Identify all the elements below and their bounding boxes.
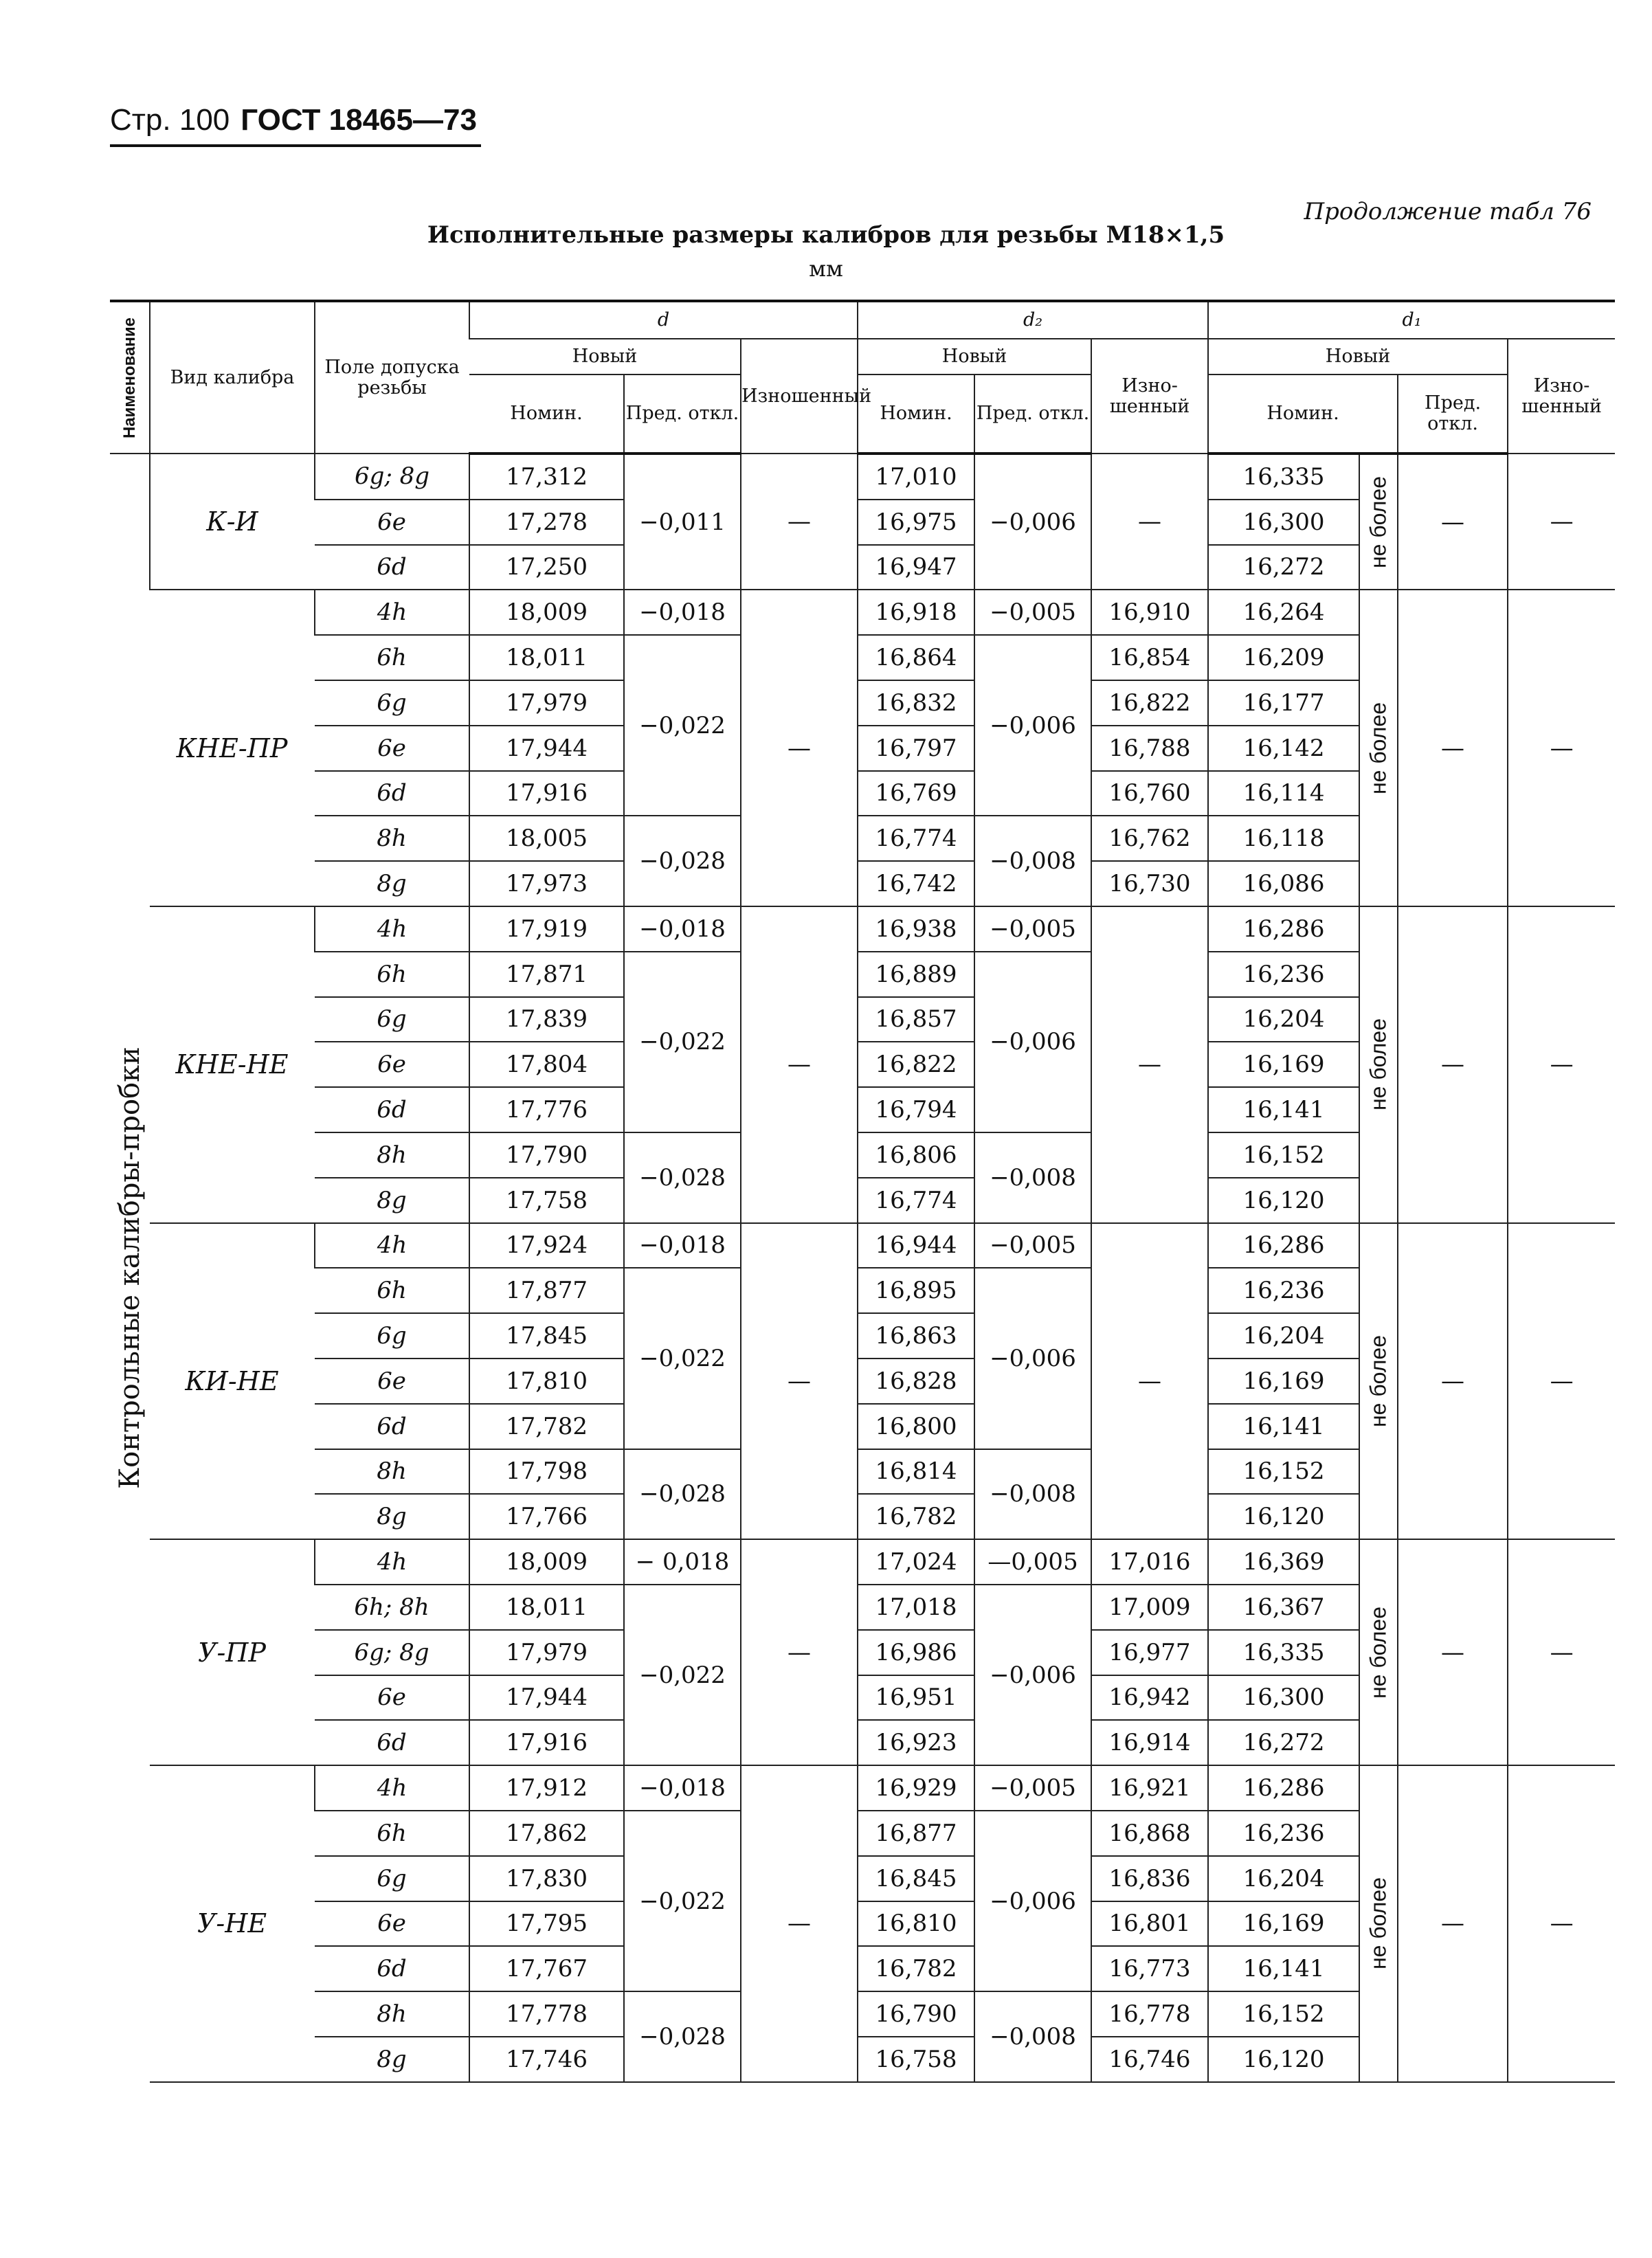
d1-nominal: 16,141 [1208, 1946, 1359, 1991]
gauge-name: КНЕ-НЕ [150, 906, 315, 1223]
d-nominal: 18,011 [469, 635, 624, 680]
gauge-name: КНЕ-ПР [150, 590, 315, 906]
d1-nominal: 16,169 [1208, 1359, 1359, 1404]
d1-nominal: 16,114 [1208, 771, 1359, 816]
ne-bolee-label: не более [1359, 1765, 1398, 2082]
d2-nominal: 16,944 [858, 1223, 974, 1268]
table-row [110, 454, 1615, 500]
d1-new: Новый [1208, 339, 1508, 375]
d2-worn: 16,778 [1091, 1991, 1208, 2037]
d-worn-dash: — [741, 590, 858, 906]
gauge-name: У-ПР [150, 1539, 315, 1765]
ne-bolee-label: не более [1359, 1223, 1398, 1540]
d2-worn: 16,822 [1091, 680, 1208, 726]
d-nominal: 17,979 [469, 1630, 624, 1675]
d2-tolerance: −0,006 [974, 635, 1091, 816]
d1-nominal: 16,369 [1208, 1539, 1359, 1585]
d2-nominal: 16,794 [858, 1087, 974, 1132]
d2-tolerance: −0,006 [974, 1811, 1091, 1991]
d-worn-dash: — [741, 1539, 858, 1765]
d-nomin: Номин. [469, 375, 624, 454]
d1-nominal: 16,169 [1208, 1042, 1359, 1087]
d1-nominal: 16,264 [1208, 590, 1359, 635]
tolerance-field: 8g [315, 1494, 469, 1539]
d1-nominal: 16,152 [1208, 1132, 1359, 1178]
table-row [110, 1539, 1615, 1585]
table-row [110, 1223, 1615, 1268]
d2-worn: 17,009 [1091, 1585, 1208, 1630]
d2-nominal: 16,800 [858, 1404, 974, 1449]
d2-nominal: 16,857 [858, 997, 974, 1042]
d2-nomin: Номин. [858, 375, 974, 454]
d2-worn: 16,910 [1091, 590, 1208, 635]
d2-worn: 17,016 [1091, 1539, 1208, 1585]
table-head [110, 301, 1615, 454]
tolerance-field: 6h; 8h [315, 1585, 469, 1630]
gost-number: ГОСТ 18465—73 [241, 103, 477, 137]
d-nominal: 17,916 [469, 771, 624, 816]
d2-nominal: 16,769 [858, 771, 974, 816]
tolerance-field: 6h [315, 635, 469, 680]
d2-nominal: 16,814 [858, 1449, 974, 1495]
tolerance-field: 4h [315, 906, 469, 952]
d-nominal: 17,877 [469, 1268, 624, 1313]
d2-worn: 16,760 [1091, 771, 1208, 816]
tolerance-field: 6g; 8g [315, 454, 469, 500]
d2-worn-dash: — [1091, 454, 1208, 590]
d1-nominal: 16,335 [1208, 454, 1359, 500]
tolerance-field: 6d [315, 771, 469, 816]
d-nominal: 17,871 [469, 952, 624, 997]
d1-nominal: 16,367 [1208, 1585, 1359, 1630]
d2-worn: 16,801 [1091, 1901, 1208, 1947]
d2-nominal: 16,832 [858, 680, 974, 726]
d-nominal: 17,912 [469, 1765, 624, 1811]
d-nominal: 18,009 [469, 590, 624, 635]
d-nominal: 17,746 [469, 2037, 624, 2082]
d-nominal: 17,924 [469, 1223, 624, 1268]
tolerance-field: 8g [315, 2037, 469, 2082]
d1-worn: Изно-шенный [1508, 339, 1615, 454]
d-new: Новый [469, 339, 741, 375]
table-row [110, 906, 1615, 952]
d2-nominal: 16,938 [858, 906, 974, 952]
table-row [110, 590, 1615, 635]
tolerance-field: 6e [315, 500, 469, 545]
d2-nominal: 16,828 [858, 1359, 974, 1404]
d1-worn-dash: — [1508, 454, 1615, 590]
d2-worn: 16,788 [1091, 726, 1208, 771]
d-tolerance: −0,018 [624, 906, 741, 952]
ne-bolee-label: не более [1359, 590, 1398, 906]
d-tolerance: −0,022 [624, 1268, 741, 1449]
d-worn-dash: — [741, 906, 858, 1223]
d-tolerance: −0,018 [624, 1765, 741, 1811]
d-tolerance: −0,022 [624, 1585, 741, 1765]
d2-worn-dash: — [1091, 906, 1208, 1223]
category-label: Контрольные калибры-пробки [113, 1047, 146, 1490]
d1-nominal: 16,236 [1208, 952, 1359, 997]
tolerance-field: 6g [315, 997, 469, 1042]
d1-nominal: 16,120 [1208, 2037, 1359, 2082]
d-nominal: 17,767 [469, 1946, 624, 1991]
d2-worn: 16,836 [1091, 1856, 1208, 1901]
d2-tolerance: −0,006 [974, 1268, 1091, 1449]
gauge-name: КИ-НЕ [150, 1223, 315, 1540]
d1-nominal: 16,236 [1208, 1268, 1359, 1313]
d-nominal: 18,011 [469, 1585, 624, 1630]
d-nominal: 17,782 [469, 1404, 624, 1449]
tolerance-field: 6d [315, 1720, 469, 1765]
tolerance-field: 6e [315, 726, 469, 771]
d-nominal: 17,979 [469, 680, 624, 726]
d-nominal: 17,766 [469, 1494, 624, 1539]
d2-worn: 16,730 [1091, 861, 1208, 906]
d2-nominal: 16,782 [858, 1946, 974, 1991]
d1-nominal: 16,120 [1208, 1494, 1359, 1539]
d2-nominal: 16,782 [858, 1494, 974, 1539]
d2-nominal: 16,986 [858, 1630, 974, 1675]
d1-pred-dash: — [1398, 590, 1508, 906]
d-tolerance: −0,022 [624, 952, 741, 1132]
tolerance-field: 6e [315, 1359, 469, 1404]
d1-nominal: 16,120 [1208, 1178, 1359, 1223]
d-nominal: 17,944 [469, 1675, 624, 1721]
d2-nominal: 17,018 [858, 1585, 974, 1630]
tolerance-field: 4h [315, 590, 469, 635]
tolerance-field: 6d [315, 1946, 469, 1991]
d2-worn: 16,746 [1091, 2037, 1208, 2082]
d-nominal: 18,005 [469, 816, 624, 861]
d1-nominal: 16,209 [1208, 635, 1359, 680]
d1-worn-dash: — [1508, 590, 1615, 906]
d-nominal: 17,973 [469, 861, 624, 906]
col-vid: Вид калибра [150, 301, 315, 454]
d2-nominal: 16,951 [858, 1675, 974, 1721]
d2-nominal: 16,774 [858, 1178, 974, 1223]
d-pred: Пред. откл. [624, 375, 741, 454]
d-nominal: 17,776 [469, 1087, 624, 1132]
tolerance-field: 4h [315, 1539, 469, 1585]
d2-tolerance: −0,006 [974, 454, 1091, 590]
d2-nominal: 16,889 [858, 952, 974, 997]
d1-nominal: 16,204 [1208, 1856, 1359, 1901]
d1-nominal: 16,286 [1208, 1223, 1359, 1268]
d1-pred-dash: — [1398, 906, 1508, 1223]
d1-nomin: Номин. [1208, 375, 1398, 454]
d2-worn: 16,977 [1091, 1630, 1208, 1675]
d1-nominal: 16,169 [1208, 1901, 1359, 1947]
d1-worn-dash: — [1508, 1765, 1615, 2082]
tolerance-field: 6e [315, 1042, 469, 1087]
d-tolerance: −0,028 [624, 1449, 741, 1540]
tolerance-field: 6h [315, 1268, 469, 1313]
d2-worn: 16,921 [1091, 1765, 1208, 1811]
d2-worn: 16,868 [1091, 1811, 1208, 1856]
d-worn-dash: — [741, 1765, 858, 2082]
tolerance-field: 4h [315, 1223, 469, 1268]
d-worn-dash: — [741, 1223, 858, 1540]
d1-nominal: 16,272 [1208, 1720, 1359, 1765]
tolerance-field: 6d [315, 1087, 469, 1132]
d2-nominal: 16,806 [858, 1132, 974, 1178]
d2-nominal: 16,774 [858, 816, 974, 861]
d2-worn: 16,914 [1091, 1720, 1208, 1765]
d2-nominal: 16,864 [858, 635, 974, 680]
d-nominal: 17,312 [469, 454, 624, 500]
d1-nominal: 16,152 [1208, 1449, 1359, 1495]
group-d: d [469, 301, 858, 339]
ne-bolee-label: не более [1359, 1539, 1398, 1765]
d2-nominal: 16,895 [858, 1268, 974, 1313]
tolerance-field: 6e [315, 1901, 469, 1947]
d1-nominal: 16,142 [1208, 726, 1359, 771]
table-row [110, 1765, 1615, 1811]
d2-nominal: 16,845 [858, 1856, 974, 1901]
tolerance-field: 6g [315, 1856, 469, 1901]
d2-nominal: 16,929 [858, 1765, 974, 1811]
d1-worn-dash: — [1508, 1539, 1615, 1765]
d2-worn: 16,854 [1091, 635, 1208, 680]
d2-nominal: 16,975 [858, 500, 974, 545]
tolerance-field: 4h [315, 1765, 469, 1811]
d1-worn-dash: — [1508, 1223, 1615, 1540]
d-nominal: 17,795 [469, 1901, 624, 1947]
d-tolerance: − 0,018 [624, 1539, 741, 1585]
table-caption: Исполнительные размеры калибров для резьбы M18×1,5 [427, 221, 1225, 249]
d2-nominal: 16,918 [858, 590, 974, 635]
table-units: мм [809, 256, 843, 282]
d2-pred: Пред. откл. [974, 375, 1091, 454]
d-tolerance: −0,028 [624, 1132, 741, 1223]
d1-pred: Пред. откл. [1398, 375, 1508, 454]
d2-nominal: 16,822 [858, 1042, 974, 1087]
d1-pred-dash: — [1398, 1223, 1508, 1540]
d-nominal: 17,250 [469, 545, 624, 590]
d-nominal: 17,804 [469, 1042, 624, 1087]
tolerance-field: 8h [315, 1991, 469, 2037]
d1-nominal: 16,177 [1208, 680, 1359, 726]
d2-worn-dash: — [1091, 1223, 1208, 1540]
d2-tolerance: −0,005 [974, 1223, 1091, 1268]
d2-tolerance: −0,005 [974, 1765, 1091, 1811]
d1-nominal: 16,236 [1208, 1811, 1359, 1856]
page-header [110, 103, 477, 137]
d-nominal: 17,830 [469, 1856, 624, 1901]
d2-worn: 16,773 [1091, 1946, 1208, 1991]
d1-nominal: 16,300 [1208, 500, 1359, 545]
d-nominal: 17,916 [469, 1720, 624, 1765]
d2-nominal: 16,797 [858, 726, 974, 771]
d2-nominal: 16,923 [858, 1720, 974, 1765]
d-nominal: 17,758 [469, 1178, 624, 1223]
d2-nominal: 17,010 [858, 454, 974, 500]
tolerance-field: 8g [315, 861, 469, 906]
d-tolerance: −0,018 [624, 1223, 741, 1268]
ne-bolee-label: не более [1359, 906, 1398, 1223]
tolerance-field: 6g [315, 1313, 469, 1359]
d1-pred-dash: — [1398, 1765, 1508, 2082]
d2-new: Новый [858, 339, 1091, 375]
d-nominal: 18,009 [469, 1539, 624, 1585]
page-number: Стр. 100 [110, 103, 230, 137]
dimensions-table [110, 300, 1615, 2083]
d2-nominal: 16,758 [858, 2037, 974, 2082]
d1-nominal: 16,152 [1208, 1991, 1359, 2037]
d-nominal: 17,944 [469, 726, 624, 771]
d1-nominal: 16,335 [1208, 1630, 1359, 1675]
d-tolerance: −0,022 [624, 1811, 741, 1991]
d2-tolerance: −0,008 [974, 1449, 1091, 1540]
tolerance-field: 6e [315, 1675, 469, 1721]
d1-pred-dash: — [1398, 1539, 1508, 1765]
d1-nominal: 16,286 [1208, 906, 1359, 952]
d-tolerance: −0,022 [624, 635, 741, 816]
d2-tolerance: −0,008 [974, 816, 1091, 906]
gauge-name: К-И [150, 454, 315, 590]
tolerance-field: 6g; 8g [315, 1630, 469, 1675]
d-worn-dash: — [741, 454, 858, 590]
d2-tolerance: −0,005 [974, 590, 1091, 635]
tolerance-field: 8g [315, 1178, 469, 1223]
d-tolerance: −0,018 [624, 590, 741, 635]
gauge-name: У-НЕ [150, 1765, 315, 2082]
d-nominal: 17,798 [469, 1449, 624, 1495]
d2-nominal: 16,877 [858, 1811, 974, 1856]
tolerance-field: 8h [315, 1449, 469, 1495]
d1-nominal: 16,141 [1208, 1404, 1359, 1449]
d2-worn: Изно-шенный [1091, 339, 1208, 454]
d2-tolerance: −0,006 [974, 952, 1091, 1132]
d-tolerance: −0,028 [624, 816, 741, 906]
d2-tolerance: −0,008 [974, 1132, 1091, 1223]
d2-nominal: 16,742 [858, 861, 974, 906]
d2-worn: 16,762 [1091, 816, 1208, 861]
d2-tolerance: −0,006 [974, 1585, 1091, 1765]
tolerance-field: 6d [315, 1404, 469, 1449]
d-nominal: 17,810 [469, 1359, 624, 1404]
d-tolerance: −0,028 [624, 1991, 741, 2082]
d1-worn-dash: — [1508, 906, 1615, 1223]
group-d2: d₂ [858, 301, 1208, 339]
d-nominal: 17,845 [469, 1313, 624, 1359]
tolerance-field: 6h [315, 952, 469, 997]
d-nominal: 17,778 [469, 1991, 624, 2037]
d-nominal: 17,839 [469, 997, 624, 1042]
header-rule [110, 144, 481, 147]
col-naim: Наименование [110, 301, 150, 454]
d2-worn: 16,942 [1091, 1675, 1208, 1721]
continued-note: Продолжение табл 76 [1304, 198, 1592, 225]
d2-nominal: 16,810 [858, 1901, 974, 1947]
d1-nominal: 16,300 [1208, 1675, 1359, 1721]
tolerance-field: 6h [315, 1811, 469, 1856]
d-nominal: 17,919 [469, 906, 624, 952]
d-tolerance: −0,011 [624, 454, 741, 590]
d1-pred-dash: — [1398, 454, 1508, 590]
d1-nominal: 16,286 [1208, 1765, 1359, 1811]
tolerance-field: 6g [315, 680, 469, 726]
d2-tolerance: —0,005 [974, 1539, 1091, 1585]
tolerance-field: 6d [315, 545, 469, 590]
d2-nominal: 16,863 [858, 1313, 974, 1359]
d2-tolerance: −0,008 [974, 1991, 1091, 2082]
d1-nominal: 16,086 [1208, 861, 1359, 906]
d1-nominal: 16,204 [1208, 1313, 1359, 1359]
d1-nominal: 16,204 [1208, 997, 1359, 1042]
d-nominal: 17,278 [469, 500, 624, 545]
d-nominal: 17,790 [469, 1132, 624, 1178]
table-body [110, 454, 1615, 2082]
d2-nominal: 16,790 [858, 1991, 974, 2037]
col-pole: Поле допуска резьбы [315, 301, 469, 454]
d-nominal: 17,862 [469, 1811, 624, 1856]
group-d1: d₁ [1208, 301, 1615, 339]
d1-nominal: 16,118 [1208, 816, 1359, 861]
d2-tolerance: −0,005 [974, 906, 1091, 952]
d1-nominal: 16,141 [1208, 1087, 1359, 1132]
d1-nominal: 16,272 [1208, 545, 1359, 590]
d2-nominal: 17,024 [858, 1539, 974, 1585]
ne-bolee-label: не более [1359, 454, 1398, 590]
tolerance-field: 8h [315, 816, 469, 861]
d-worn: Изношенный [741, 339, 858, 454]
d2-nominal: 16,947 [858, 545, 974, 590]
tolerance-field: 8h [315, 1132, 469, 1178]
